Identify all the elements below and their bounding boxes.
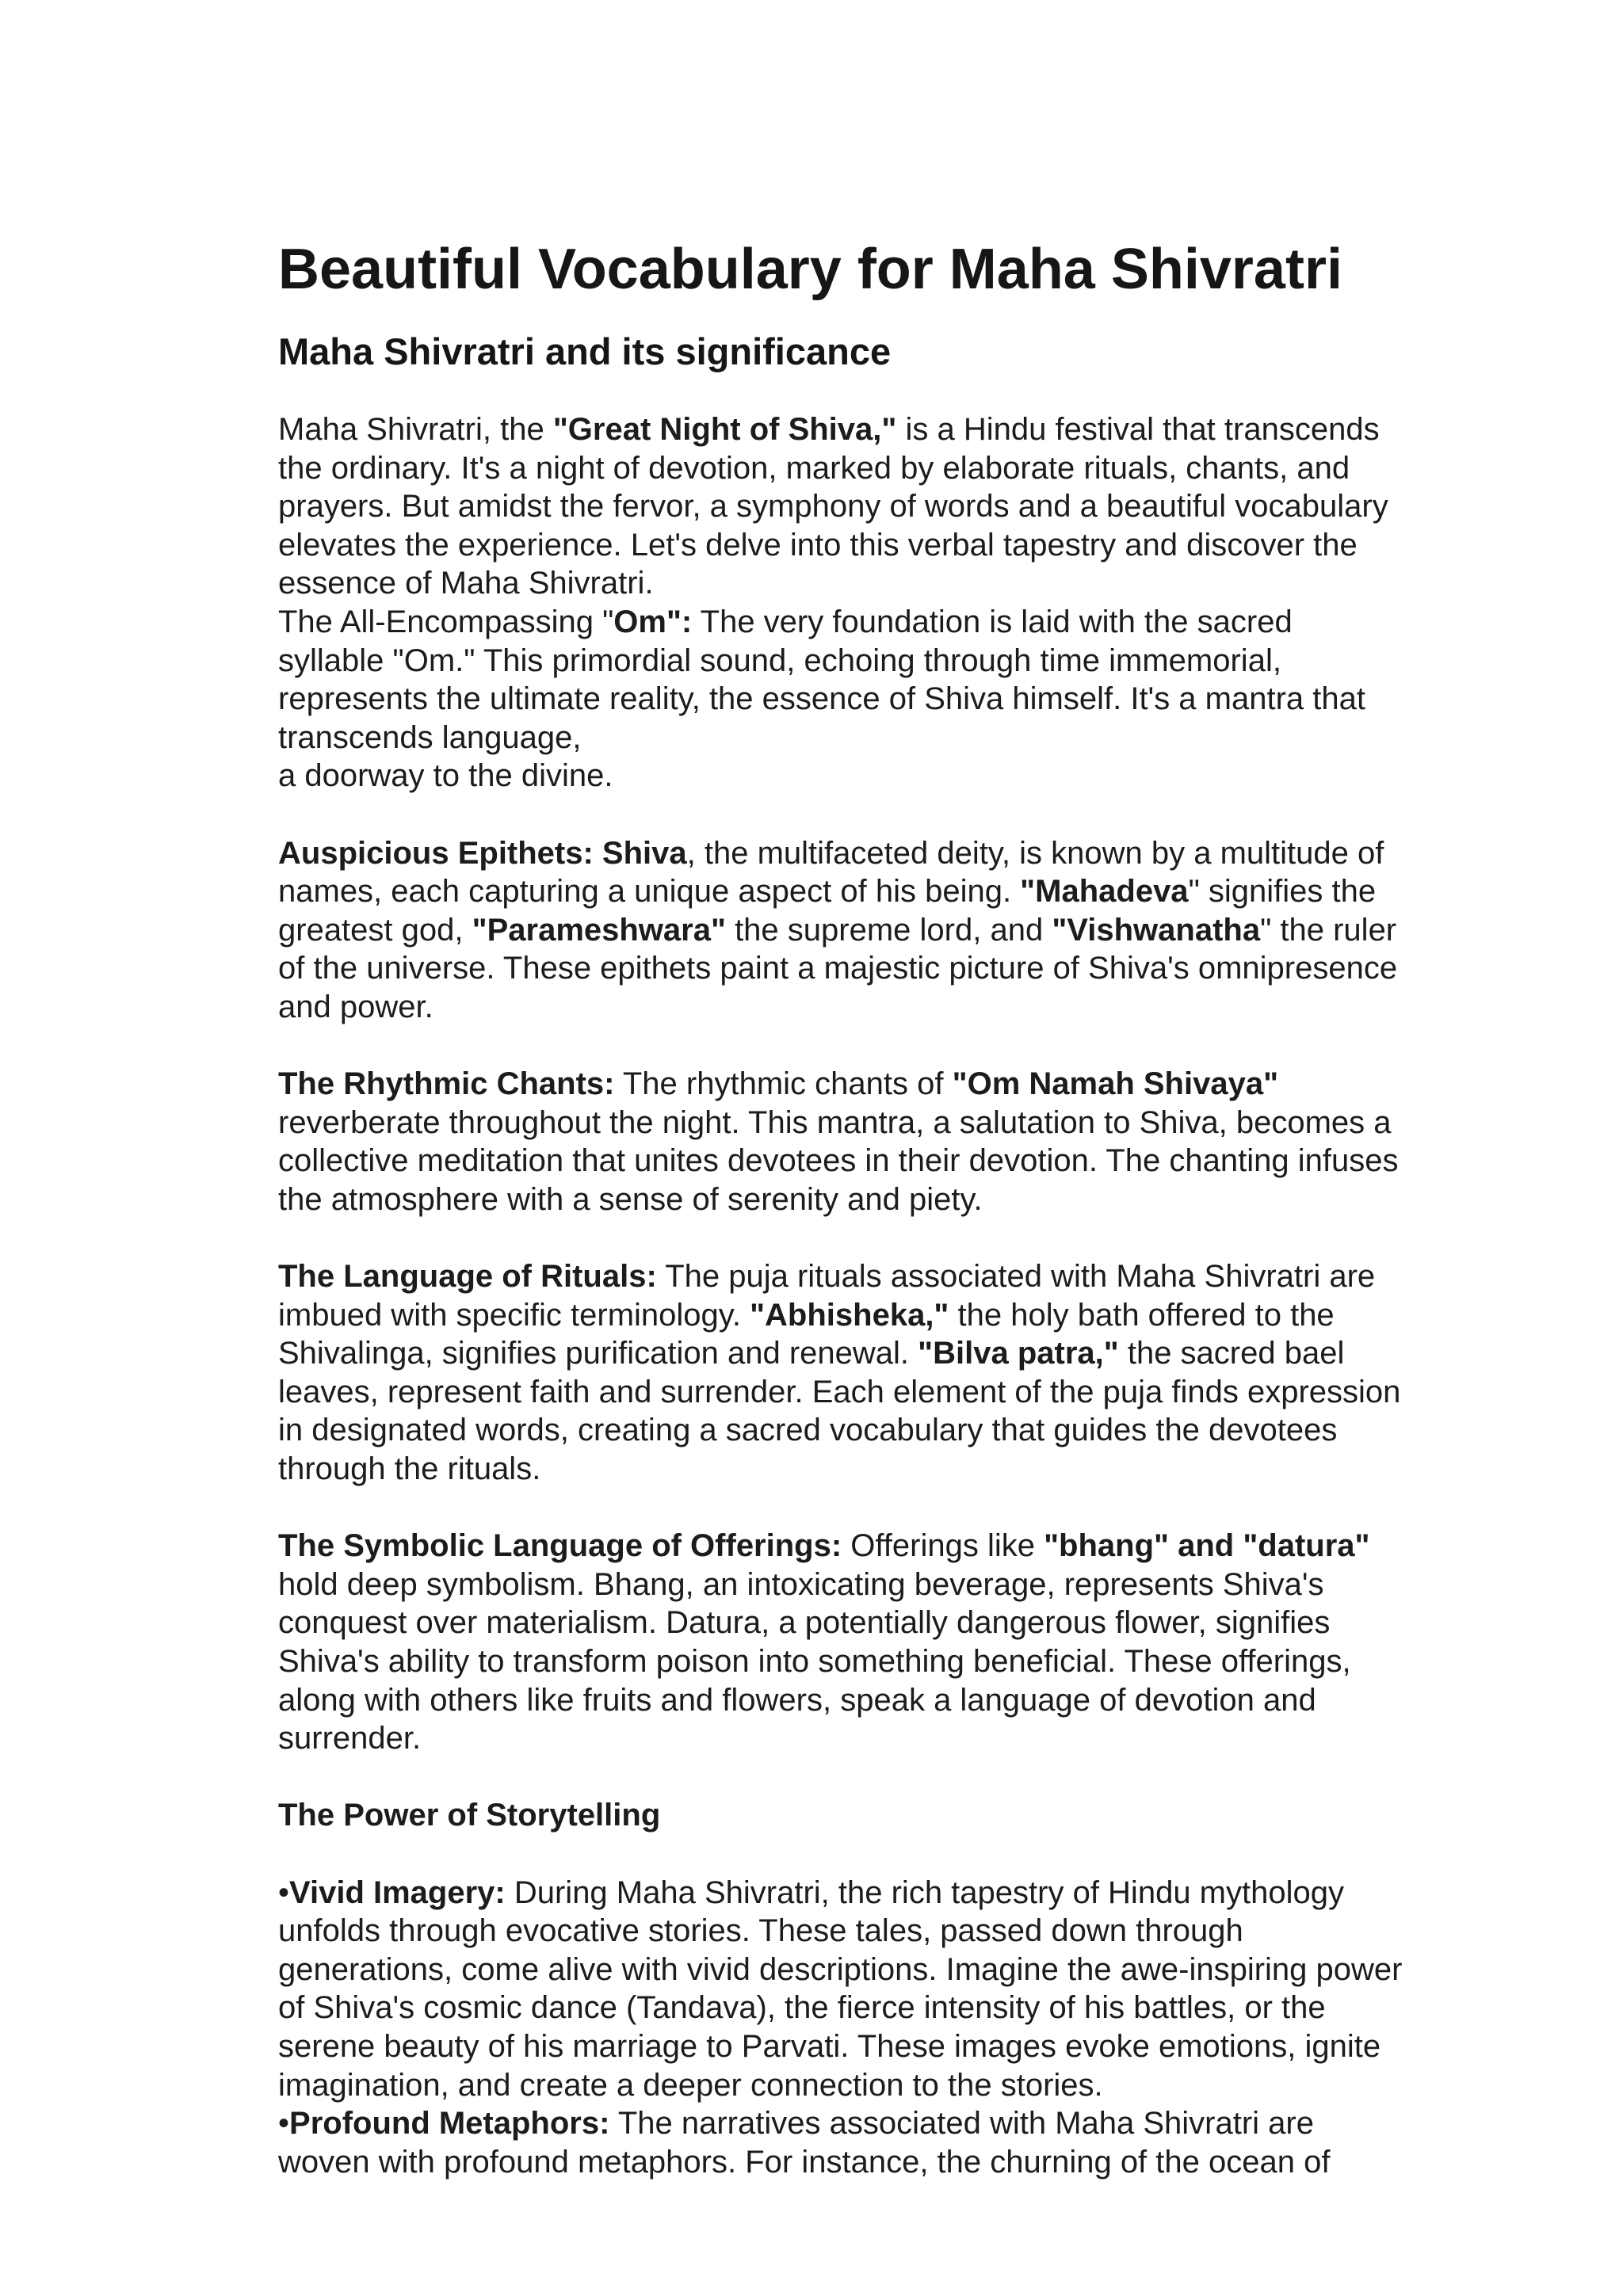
page-title: Beautiful Vocabulary for Maha Shivratri bbox=[278, 238, 1342, 301]
text-line: collective meditation that unites devotees in their devotion. The chanting infuses bbox=[278, 1143, 1399, 1179]
text-line: elevates the experience. Let's delve into this verbal tapestry and discover the bbox=[278, 527, 1358, 563]
text-run: the supreme lord, and bbox=[725, 912, 1052, 948]
bold-text: Auspicious Epithets: Shiva bbox=[278, 835, 687, 871]
text-line: the atmosphere with a sense of serenity and piety. bbox=[278, 1181, 983, 1217]
text-run: Maha Shivratri, the bbox=[278, 412, 553, 447]
text-line: imagination, and create a deeper connection to the stories. bbox=[278, 2067, 1103, 2103]
bold-text: "Mahadeva bbox=[1020, 874, 1189, 910]
text-line bbox=[278, 1296, 1451, 1335]
bold-text: "Om Namah Shivaya" bbox=[952, 1066, 1279, 1102]
paragraph-spacer bbox=[278, 1489, 1451, 1527]
paragraph-om bbox=[278, 603, 1451, 795]
text-run: " signifies the bbox=[1188, 874, 1377, 910]
paragraph-intro bbox=[278, 410, 1451, 603]
text-line: essence of Maha Shivratri. bbox=[278, 566, 654, 601]
bold-text: The Symbolic Language of Offerings: bbox=[278, 1528, 842, 1564]
text-line: generations, come alive with vivid descriptions. Imagine the awe-inspiring power bbox=[278, 1951, 1403, 1987]
text-line: unfolds through evocative stories. These tales, passed down through bbox=[278, 1913, 1243, 1949]
paragraph-epithets bbox=[278, 834, 1451, 1027]
page-subtitle: Maha Shivratri and its significance bbox=[278, 330, 892, 372]
paragraph-spacer bbox=[278, 1758, 1451, 1797]
text-run: The All-Encompassing " bbox=[278, 604, 614, 639]
document-body bbox=[278, 410, 1451, 2181]
text-line bbox=[278, 1257, 1451, 1296]
bullet-icon: • bbox=[278, 1875, 290, 1910]
text-line bbox=[278, 1065, 1451, 1104]
bold-text: "Vishwanatha bbox=[1052, 912, 1261, 948]
bold-text: "bhang" and "datura" bbox=[1044, 1528, 1370, 1564]
text-run: Offerings like bbox=[842, 1528, 1044, 1564]
text-run: The narratives associated with Maha Shivratri are bbox=[609, 2106, 1314, 2142]
text-line bbox=[278, 603, 1451, 642]
paragraph-spacer bbox=[278, 1027, 1451, 1066]
text-run: The very foundation is laid with the sacred bbox=[692, 604, 1293, 639]
paragraph-chants bbox=[278, 1065, 1451, 1219]
bold-text: "Great Night of Shiva," bbox=[552, 412, 897, 447]
text-line: syllable "Om." This primordial sound, echoing through time immemorial, bbox=[278, 643, 1281, 678]
text-run: " the ruler bbox=[1260, 912, 1397, 948]
list-item-vivid-imagery bbox=[278, 1874, 1451, 2105]
bold-text: "Bilva patra," bbox=[918, 1336, 1119, 1371]
text-run: , the multifaceted deity, is known by a multitude of bbox=[686, 835, 1384, 871]
bold-text: "Parameshwara" bbox=[472, 912, 726, 948]
text-line: of the universe. These epithets paint a majestic picture of Shiva's omnipresence bbox=[278, 951, 1398, 986]
bold-text: The Language of Rituals: bbox=[278, 1259, 657, 1295]
document-page bbox=[278, 235, 1451, 2181]
text-line: and power. bbox=[278, 989, 433, 1024]
text-line: of Shiva's cosmic dance (Tandava), the fierce intensity of his battles, or the bbox=[278, 1990, 1326, 2026]
text-line: transcends language, bbox=[278, 719, 582, 755]
text-line: represents the ultimate reality, the essence of Shiva himself. It's a mantra that bbox=[278, 681, 1365, 717]
list-item-profound-metaphors bbox=[278, 2104, 1451, 2181]
text-run: the sacred bael bbox=[1118, 1336, 1345, 1371]
paragraph-spacer bbox=[278, 1219, 1451, 1257]
text-run: the holy bath offered to the bbox=[949, 1297, 1335, 1333]
text-line: surrender. bbox=[278, 1721, 422, 1756]
bold-text: The Rhythmic Chants: bbox=[278, 1066, 615, 1102]
text-line: Shiva's ability to transform poison into something beneficial. These offerings, bbox=[278, 1644, 1351, 1679]
text-run: During Maha Shivratri, the rich tapestry of Hindu mythology bbox=[505, 1875, 1344, 1910]
text-line: conquest over materialism. Datura, a potentially dangerous flower, signifies bbox=[278, 1605, 1331, 1641]
text-line bbox=[278, 1334, 1451, 1373]
bold-text: "Abhisheka," bbox=[750, 1297, 949, 1333]
text-line bbox=[278, 2104, 1451, 2143]
text-line bbox=[278, 834, 1451, 873]
text-line bbox=[278, 872, 1451, 911]
text-line bbox=[278, 1874, 1451, 1913]
text-line: serene beauty of his marriage to Parvati. These images evoke emotions, ignite bbox=[278, 2028, 1381, 2064]
text-line: prayers. But amidst the fervor, a symphony of words and a beautiful vocabulary bbox=[278, 489, 1388, 524]
text-run: greatest god, bbox=[278, 912, 472, 948]
bold-text: Vivid Imagery: bbox=[289, 1875, 506, 1910]
paragraph-spacer bbox=[278, 795, 1451, 834]
text-line: through the rituals. bbox=[278, 1451, 541, 1487]
text-line: along with others like fruits and flowers, speak a language of devotion and bbox=[278, 1682, 1316, 1718]
text-line: in designated words, creating a sacred vocabulary that guides the devotees bbox=[278, 1413, 1338, 1448]
text-run: Shivalinga, signifies purification and renewal. bbox=[278, 1336, 918, 1371]
text-line: woven with profound metaphors. For instance, the churning of the ocean of bbox=[278, 2144, 1331, 2180]
text-line: reverberate throughout the night. This mantra, a salutation to Shiva, becomes a bbox=[278, 1104, 1392, 1140]
paragraph-rituals bbox=[278, 1257, 1451, 1489]
bold-text: Om": bbox=[613, 604, 693, 639]
bullet-icon: • bbox=[278, 2106, 290, 2142]
text-line: leaves, represent faith and surrender. Each element of the puja finds expression bbox=[278, 1374, 1401, 1409]
text-run: imbued with specific terminology. bbox=[278, 1297, 750, 1333]
text-run: The puja rituals associated with Maha Shivratri are bbox=[656, 1259, 1376, 1295]
paragraph-spacer bbox=[278, 1835, 1451, 1874]
text-line bbox=[278, 1527, 1451, 1566]
paragraph-offerings bbox=[278, 1527, 1451, 1758]
text-run: is a Hindu festival that transcends bbox=[896, 412, 1380, 447]
text-line: the ordinary. It's a night of devotion, marked by elaborate rituals, chants, and bbox=[278, 450, 1350, 486]
text-line: hold deep symbolism. Bhang, an intoxicating beverage, represents Shiva's bbox=[278, 1566, 1324, 1602]
text-line bbox=[278, 410, 1451, 449]
section-heading-storytelling: The Power of Storytelling bbox=[278, 1798, 661, 1833]
bold-text: Profound Metaphors: bbox=[289, 2106, 610, 2142]
text-line bbox=[278, 911, 1451, 950]
text-line: a doorway to the divine. bbox=[278, 758, 613, 794]
text-run: The rhythmic chants of bbox=[614, 1066, 953, 1102]
text-run: names, each capturing a unique aspect of his being. bbox=[278, 874, 1021, 910]
